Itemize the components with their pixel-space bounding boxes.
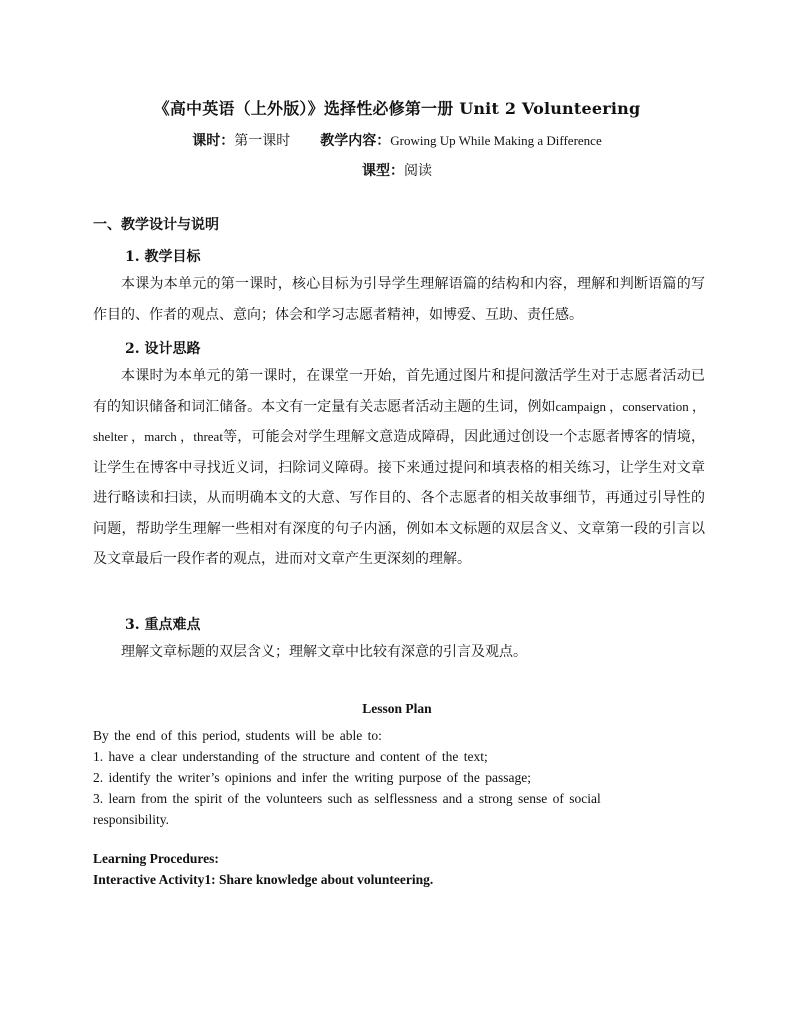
lesson-type-line: [0, 160, 794, 180]
content-value: Growing Up While Making a Difference: [390, 133, 602, 148]
procedures-heading: Learning Procedures:: [93, 851, 219, 866]
document-title: 《高中英语（上外版）》选择性必修第一册 Unit 2 Volunteering: [153, 99, 641, 118]
subsection-heading-design: 2. 设计思路: [125, 341, 201, 357]
section-heading: 一、教学设计与说明: [93, 217, 219, 233]
design-paragraph: [93, 361, 705, 575]
objectives-intro: By the end of this period, students will be able to:: [93, 728, 382, 743]
lesson-label: 课时：: [192, 133, 235, 149]
design-text-a: 本课时为本单元的第一课时，在课堂一开始，首先通过图片和提问激活学生对于志愿者活动已有的知识储备和词汇储备。本文有一定量有关志愿者活动主题的生词，例如: [93, 368, 705, 415]
activity-heading: Interactive Activity1: Share knowledge about volunteering.: [93, 872, 434, 887]
lesson-meta-line: [0, 130, 794, 150]
design-vocab-words: campaign ，conservation ，shelter ，march ，threat: [93, 398, 705, 444]
objective-item: 1. have a clear understanding of the structure and content of the text;: [93, 749, 488, 764]
content-label: 教学内容：: [320, 133, 391, 149]
type-value: 阅读: [404, 163, 432, 179]
key-points-paragraph: 理解文章标题的双层含义；理解文章中比较有深意的引言及观点。: [121, 644, 527, 660]
subsection-heading-key-points: 3. 重点难点: [125, 617, 201, 633]
lesson-value: 第一课时: [234, 133, 291, 149]
goals-paragraph: 本课为本单元的第一课时，核心目标为引导学生理解语篇的结构和内容，理解和判断语篇的写作目的、作者的观点、意向；体会和学习志愿者精神，如博爱、互助、责任感。: [93, 276, 705, 323]
lesson-plan-title: Lesson Plan: [362, 701, 432, 716]
subsection-heading-goals: 1. 教学目标: [125, 249, 201, 265]
objective-item: 3. learn from the spirit of the volunteers such as selflessness and a strong sense of social responsibility.: [93, 791, 601, 827]
objective-item: 2. identify the writer’s opinions and infer the writing purpose of the passage;: [93, 770, 532, 785]
type-label: 课型：: [362, 163, 404, 179]
design-text-b: 等，可能会对学生理解文意造成障碍，因此通过创设一个志愿者博客的情境，让学生在博客中寻找近义词，扫除词义障碍。接下来通过提问和填表格的相关练习，让学生对文章进行略读和扫读，从而明确本文的大意、写作目的、各个志愿者的相关故事细节，再通过引导性的问题，帮助学生理解一些相对有深度的句子内涵，例如本文标题的双层含义、文章第一段的引言以及文章最后一段作者的观点，进而对文章产生更深刻的理解。: [93, 429, 706, 567]
